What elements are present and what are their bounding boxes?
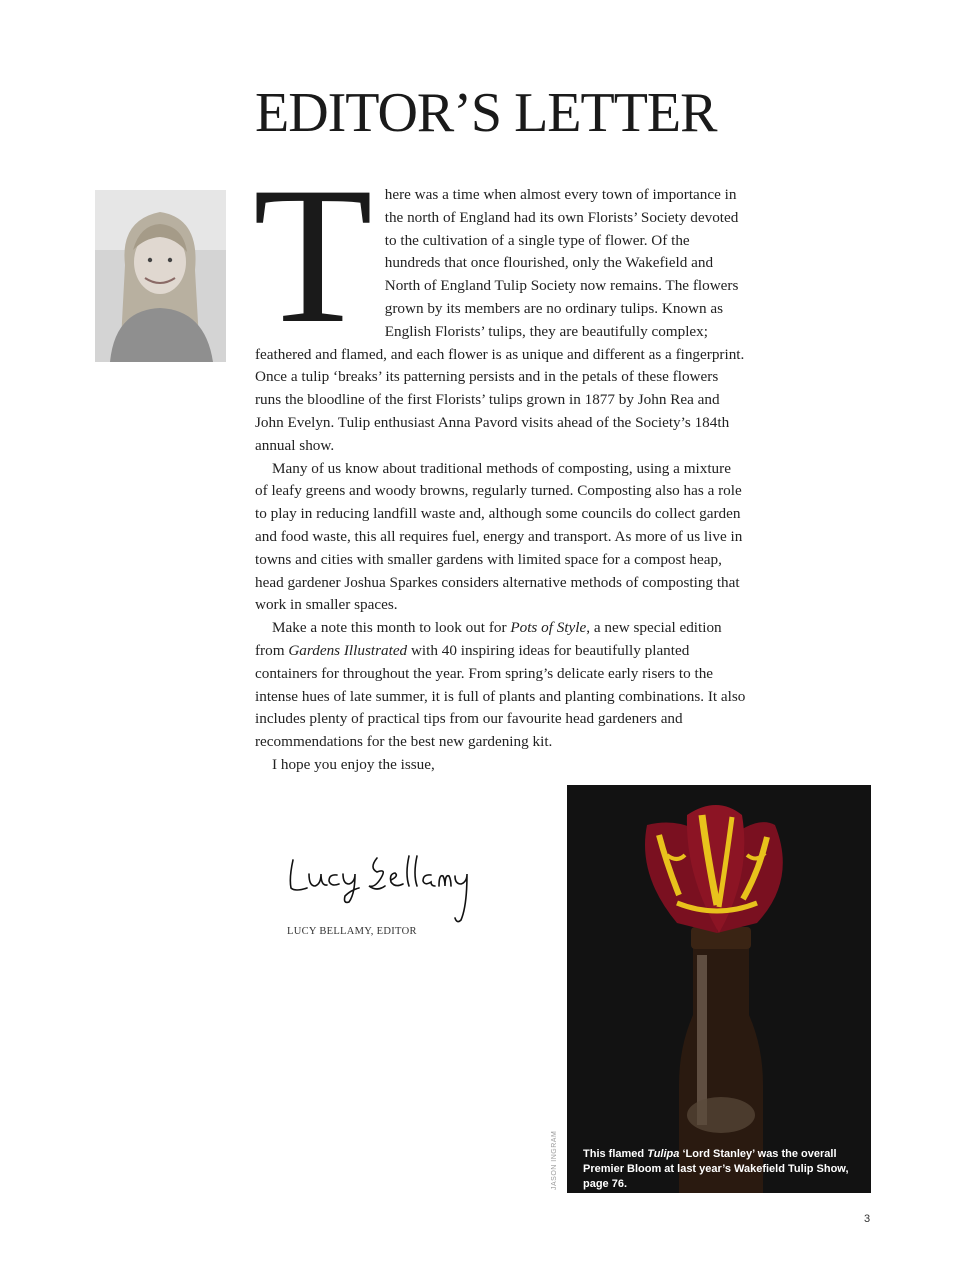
drop-cap: T [253, 147, 373, 364]
letter-body [253, 147, 747, 777]
editor-portrait [95, 190, 226, 362]
photo-credit: JASON INGRAM [551, 1130, 558, 1190]
letter-paragraph-1-text: here was a time when almost every town of importance in the north of England had its own Florists’ Society devoted to the cultivation of a single type of flower. Of the hundreds that once flourished, only the Wakefield and North of England Tulip Society now remains. The flowers grown by its members are no ordinary tulips. Known as English Florists’ tulips, they are beautifully complex; feathered and flamed, and each flower is as unique and different as a fingerprint. Once a tulip ‘breaks’ its patterning persists and in the petals of these flowers runs the bloodline of the first Florists’ tulips grown in 1877 by John Rea and John Evelyn. Tulip enthusiast Anna Pavord visits ahead of the Society’s 184th annual show. [255, 186, 745, 454]
p3-text-c: with 40 inspiring ideas for beautifully planted containers for throughout the year. From spring’s delicate early risers to the intense hues of late summer, it is full of plants and planting combinations. It also includes plenty of practical tips from our favourite head gardeners and recommendations for the best new gardening kit. [255, 641, 746, 751]
caption-genus: Tulipa [647, 1148, 680, 1160]
tulip-photo [567, 785, 871, 1193]
page-number: 3 [864, 1213, 871, 1225]
letter-closing: I hope you enjoy the issue, [272, 755, 435, 773]
caption-text-a: This flamed [583, 1148, 648, 1160]
editor-signature [285, 848, 480, 933]
tulip-in-bottle-image [567, 785, 871, 1193]
editor-portrait-image [95, 190, 226, 362]
photo-caption [583, 1147, 863, 1192]
letter-paragraph-2: Many of us know about traditional methods of composting, using a mixture of leafy greens and woody browns, regularly turned. Composting also has a role to play in reducing landfill waste and, although some councils do collect garden and food waste, this all requires fuel, energy and transport. As more of us live in towns and cities with smaller gardens with limited space for a compost heap, head gardener Joshua Sparkes considers alternative methods of composting that work in smaller spaces. [255, 459, 743, 614]
page-title: EDITOR’S LETTER [255, 82, 717, 144]
p3-magazine-title: Gardens Illustrated [288, 641, 408, 659]
letter-paragraph-3 [255, 617, 747, 754]
p3-text-b: , a new special edition from [255, 619, 722, 659]
p3-text-a: Make a note this month to look out for [272, 619, 511, 637]
p3-publication-title: Pots of Style [510, 619, 587, 637]
editor-name: LUCY BELLAMY, EDITOR [287, 926, 417, 937]
caption-text-b: ‘Lord Stanley’ was the overall Premier Bloom at last year’s Wakefield Tulip Show, page 76. [583, 1148, 849, 1190]
letter-paragraph-1 [253, 147, 747, 458]
